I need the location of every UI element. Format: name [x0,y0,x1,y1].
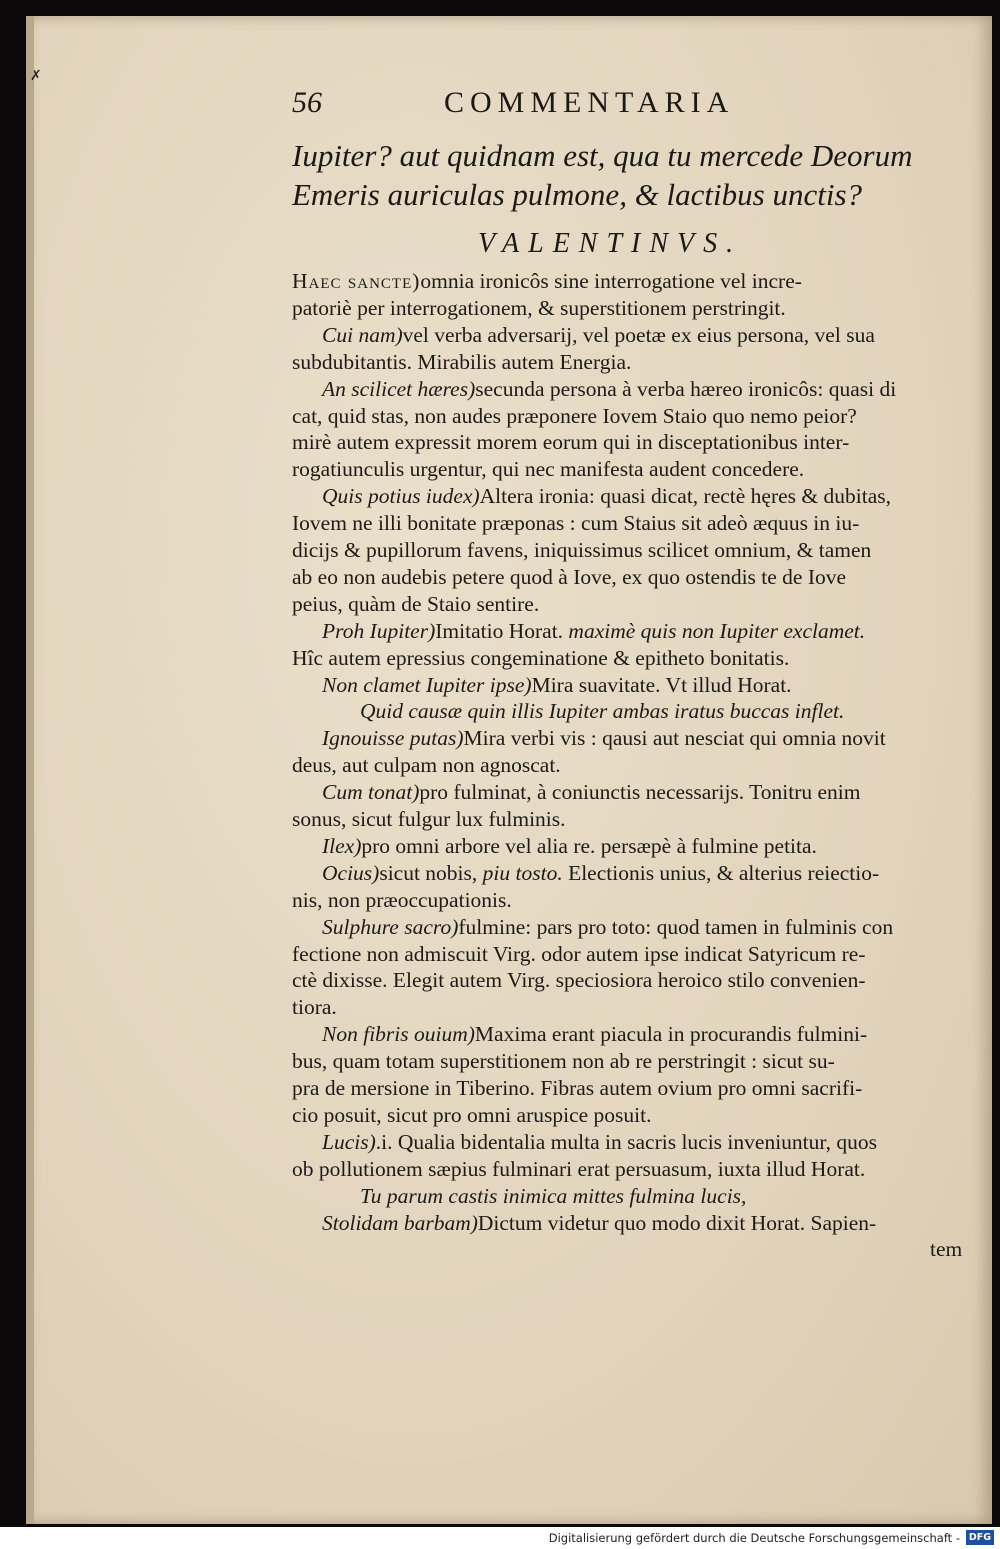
line-text: Dictum videtur quo modo dixit Horat. Sapien- [477,1210,877,1235]
line-text: Mira suavitate. Vt illud Horat. [531,672,792,697]
text-line [322,376,1000,402]
text-line [360,698,1000,724]
page-binding-edge [26,16,34,1524]
line-text: peius, quàm de Staio sentire. [292,591,540,616]
text-line [292,994,972,1020]
text-line [292,645,972,671]
line-text: nis, non præoccupationis. [292,887,512,912]
line-text: subdubitantis. Mirabilis autem Energia. [292,349,632,374]
dfg-logo-icon: DFG [966,1530,994,1545]
text-line [292,941,972,967]
line-text: secunda persona à verba hæreo ironicôs: quasi di [475,376,897,401]
line-text: sonus, sicut fulgur lux fulminis. [292,807,566,831]
line-text: vel verba adversarij, vel poetæ ex eius persona, vel sua [402,322,875,347]
text-line [292,1075,972,1101]
page-header [292,80,972,130]
lemma: Haec sancte) [292,269,421,293]
text-line [322,725,1000,751]
text-line [322,1210,1000,1236]
line-text: sicut nobis, [379,860,478,885]
lemma: Cum tonat) [322,780,420,805]
line-text: .i. Qualia bidentalia multa in sacris lucis inveniuntur, quos [375,1129,878,1154]
text-line [930,1236,1000,1262]
line-text-after: Electionis unius, & alterius reiectio- [562,860,880,885]
lemma: Lucis) [322,1129,376,1154]
text-line [322,860,1000,886]
text-line [322,1021,1000,1047]
line-text: tiora. [292,995,337,1020]
lemma: Proh Iupiter) [322,618,436,643]
lemma: Non clamet Iupiter ipse) [322,672,532,697]
lemma: Non fibris ouium) [322,1022,475,1047]
verse-line-1: Iupiter? aut quidnam est, qua tu mercede Deorum [292,138,913,173]
italic-quote: Tu parum castis inimica mittes fulmina lucis, [360,1183,747,1208]
line-text: Maxima erant piacula in procurandis fulmini- [474,1022,868,1047]
text-line [292,295,972,321]
text-line [292,1048,972,1074]
text-line [292,752,972,778]
text-line [322,833,1000,859]
line-text: fectione non admiscuit Virg. odor autem ipse indicat Satyricum re- [292,941,866,966]
text-line [360,1183,1000,1209]
line-text: mirè autem expressit morem eorum qui in disceptationibus inter- [292,430,850,455]
running-title: COMMENTARIA [444,86,735,119]
line-text: cat, quid stas, non audes præponere Iovem Staio quo nemo peior? [292,403,857,428]
text-line [292,349,972,375]
verse-line-2: Emeris auriculas pulmone, & lactibus unctis? [292,177,863,212]
footer-bar [0,1527,1000,1549]
text-line [292,510,972,536]
lemma: Stolidam barbam) [322,1210,478,1235]
line-text: pra de mersione in Tiberino. Fibras autem ovium pro omni sacrifi- [292,1076,863,1100]
text-line [292,1102,972,1128]
text-line [292,1156,972,1182]
lemma: Ignouisse putas) [322,726,464,751]
line-text: ctè dixisse. Elegit autem Virg. speciosiora heroico stilo convenien- [292,968,866,993]
line-text: tem [930,1237,963,1262]
line-text: fulmine: pars pro toto: quod tamen in fulminis con [458,914,894,939]
text-line [292,887,972,913]
lemma: Cui nam) [322,322,403,347]
text-line [322,618,1000,644]
text-line [322,483,1000,509]
lemma: Ocius) [322,860,380,885]
lemma: An scilicet hæres) [322,376,476,401]
text-line [322,322,1000,348]
line-text: Mira verbi vis : qausi aut nesciat qui omnia novit [463,726,886,751]
lemma: Ilex) [322,833,362,858]
text-line [292,403,972,429]
line-text: rogatiunculis urgentur, qui nec manifesta audent concedere. [292,457,805,482]
italic-quote: Quid causæ quin illis Iupiter ambas iratus buccas inflet. [360,699,845,724]
line-text: patoriè per interrogationem, & superstitionem perstringit. [292,295,786,320]
line-text: pro fulminat, à coniunctis necessarijs. Tonitru enim [419,780,861,805]
text-line [322,914,1000,940]
line-text: omnia ironicôs sine interrogatione vel incre- [420,269,802,293]
lemma: Sulphure sacro) [322,914,459,939]
text-line [292,456,972,482]
text-line [292,564,972,590]
line-text: Imitatio Horat. [435,618,564,643]
text-line [322,779,1000,805]
text-line [322,672,1000,698]
margin-mark: ✗ [30,69,42,84]
text-line [292,268,972,294]
line-text: deus, aut culpam non agnoscat. [292,753,561,778]
lemma: Quis potius iudex) [322,484,480,509]
italic-quote: maximè quis non Iupiter exclamet. [563,618,866,643]
section-title: VALENTINVS. [478,228,743,259]
line-text: cio posuit, sicut pro omni aruspice posuit. [292,1102,652,1127]
text-line [292,967,972,993]
text-line [292,806,972,832]
line-text: ob pollutionem sæpius fulminari erat persuasum, iuxta illud Horat. [292,1156,866,1181]
line-text: pro omni arbore vel alia re. persæpè à fulmine petita. [361,833,817,858]
line-text: Hîc autem epressius congeminatione & epitheto bonitatis. [292,645,790,670]
text-line [292,591,972,617]
line-text: Altera ironia: quasi dicat, rectè hęres & dubitas, [479,484,891,509]
text-line [322,1129,1000,1155]
line-text: bus, quam totam superstitionem non ab re perstringit : sicut su- [292,1049,835,1074]
text-line [292,537,972,563]
line-text: dicijs & pupillorum favens, iniquissimus scilicet omnium, & tamen [292,538,872,562]
line-text: ab eo non audebis petere quod à Iove, ex quo ostendis te de Iove [292,564,847,589]
footer-credit: Digitalisierung gefördert durch die Deutsche Forschungsgemeinschaft - [548,1531,960,1545]
italic-quote: piu tosto. [477,860,563,885]
line-text: Iovem ne illi bonitate præponas : cum Staius sit adeò æquus in iu- [292,511,860,536]
text-line [292,429,972,455]
page-number: 56 [292,86,322,119]
